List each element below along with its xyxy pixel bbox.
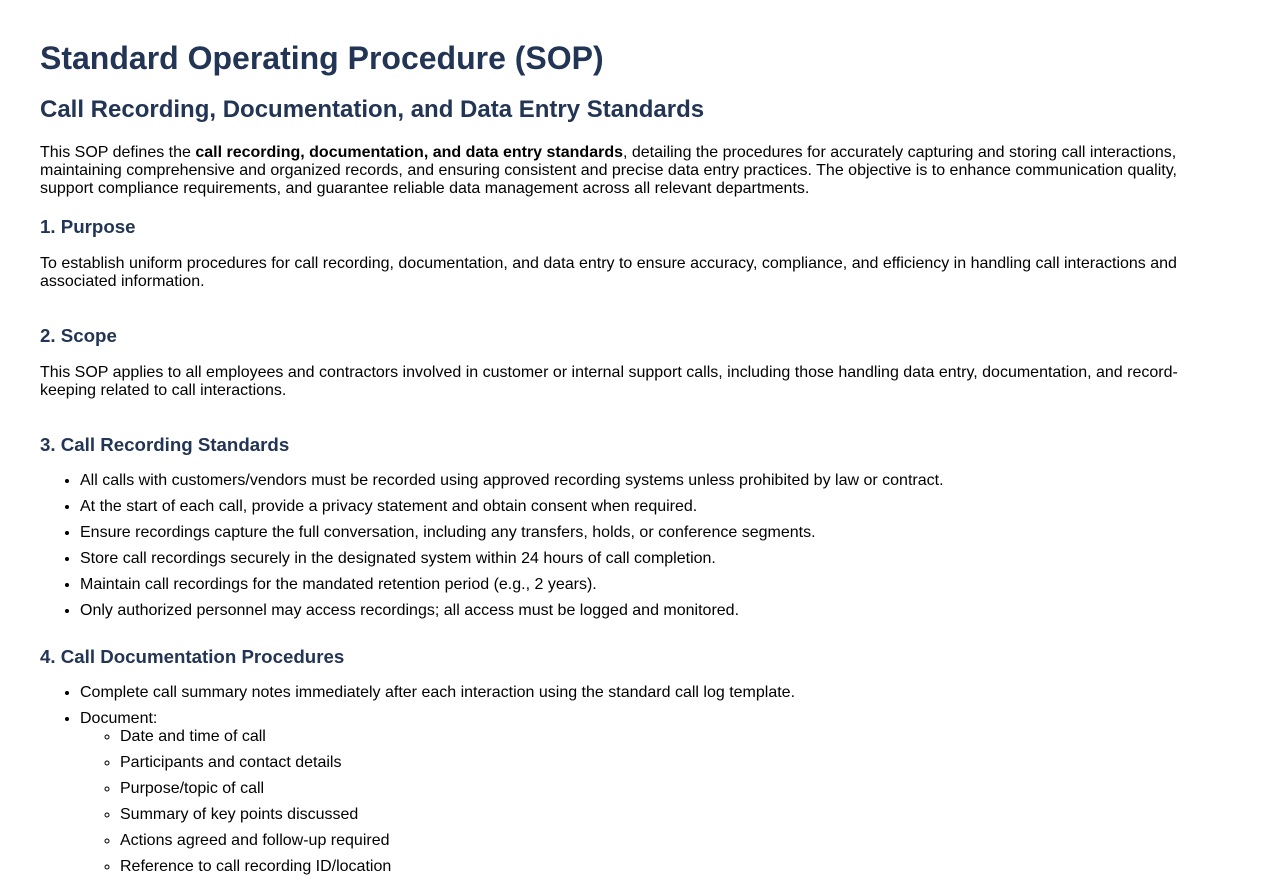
list-item: • Only authorized personnel may access recordings; all access must be logged and monitored.	[80, 602, 1223, 620]
documentation-procedures-list	[40, 684, 1223, 876]
list-item-document	[80, 710, 1223, 876]
section-body-scope: This SOP applies to all employees and contractors involved in customer or internal support calls, including those handling data entry, documentation, and record-keeping related to call interactions.	[40, 364, 1178, 399]
page-subtitle: Call Recording, Documentation, and Data Entry Standards	[40, 96, 705, 123]
section-heading-scope: 2. Scope	[40, 325, 117, 346]
list-item: • Ensure recordings capture the full conversation, including any transfers, holds, or conference segments.	[80, 524, 1223, 542]
documentation-fields-list	[80, 728, 1223, 876]
sub-list-item: ◦ Date and time of call	[120, 728, 1223, 746]
sub-list-item: ◦ Participants and contact details	[120, 754, 1223, 772]
intro-bold-text: call recording, documentation, and data entry standards	[195, 144, 623, 161]
list-item: • Store call recordings securely in the designated system within 24 hours of call completion.	[80, 550, 1223, 568]
section-heading-purpose: 1. Purpose	[40, 216, 136, 237]
intro-paragraph	[40, 144, 1223, 198]
section-heading-recording: 3. Call Recording Standards	[40, 434, 290, 455]
list-item: • All calls with customers/vendors must be recorded using approved recording systems unless prohibited by law or contract.	[80, 472, 1223, 490]
section-heading-documentation: 4. Call Documentation Procedures	[40, 646, 345, 667]
list-item: • Complete call summary notes immediately after each interaction using the standard call log template.	[80, 684, 1223, 702]
page-title: Standard Operating Procedure (SOP)	[40, 40, 604, 76]
section-body-purpose: To establish uniform procedures for call recording, documentation, and data entry to ensure accuracy, compliance, and efficiency in handling call interactions and associated information.	[40, 255, 1177, 290]
list-item: • Maintain call recordings for the mandated retention period (e.g., 2 years).	[80, 576, 1223, 594]
list-item: • At the start of each call, provide a privacy statement and obtain consent when required.	[80, 498, 1223, 516]
recording-standards-list	[40, 472, 1223, 620]
intro-text-end: , detailing the procedures for accurately capturing and storing call interactions, maintaining comprehensive and organized records, and ensuring consistent and precise data entry practices. The objective is to enhance communication quality, support compliance requirements, and guarantee reliable data management across all relevant departments.	[40, 144, 1177, 197]
sub-list-item: ◦ Summary of key points discussed	[120, 806, 1223, 824]
sub-list-item: ◦ Purpose/topic of call	[120, 780, 1223, 798]
list-item-label: Document:	[80, 710, 158, 727]
intro-text-start: This SOP defines the	[40, 144, 196, 161]
sub-list-item: ◦ Actions agreed and follow-up required	[120, 832, 1223, 850]
sub-list-item: ◦ Reference to call recording ID/location	[120, 858, 1223, 876]
